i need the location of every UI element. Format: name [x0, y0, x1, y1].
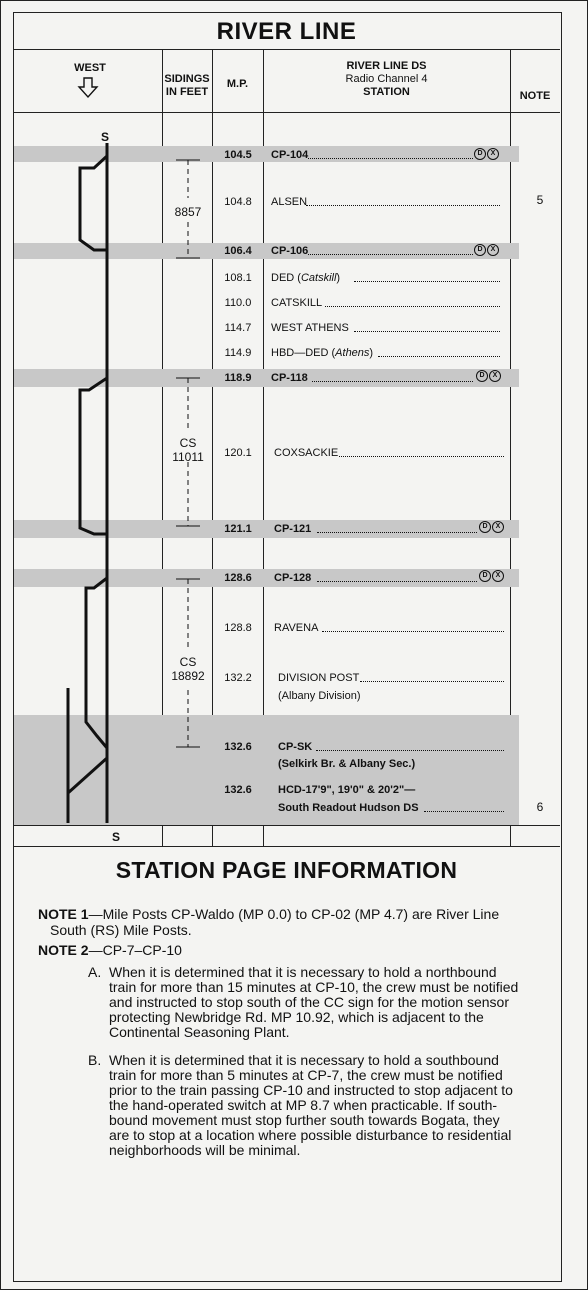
x-symbol-icon: X — [489, 370, 501, 382]
siding-alsen — [80, 156, 107, 250]
x-symbol-icon: X — [487, 244, 499, 256]
item-b-line: are to stop at a location where possible disturbance to residential — [109, 1127, 512, 1143]
down-arrow-icon — [77, 77, 99, 104]
sidings-header — [162, 73, 212, 99]
station-cp128: CP-128 — [274, 572, 312, 584]
note-1-label: NOTE 1 — [38, 906, 89, 922]
mp-header: M.P. — [226, 78, 249, 90]
siding-coxsackie — [80, 378, 107, 534]
d-symbol-icon: D — [479, 521, 491, 533]
leader-dots — [308, 158, 473, 159]
station-cp106: CP-106 — [271, 245, 309, 257]
d-symbol-icon: D — [474, 244, 486, 256]
leader-dots — [308, 254, 473, 255]
leader-dots — [316, 750, 504, 751]
siding-ravena-type: CS — [179, 655, 197, 669]
mp-catskill: 110.0 — [224, 297, 252, 309]
station-ded-catskill: DED (Catskill) — [271, 272, 341, 284]
station-header — [263, 60, 510, 99]
station-header-line1: RIVER LINE DS — [346, 60, 427, 72]
item-b-line: bound movement must stop further south towards Bogata, they — [109, 1112, 500, 1128]
leader-dots — [306, 205, 500, 206]
station-ravena: RAVENA — [274, 622, 319, 634]
item-b-line: train for more than 5 minutes at CP-7, the crew must be notified — [109, 1067, 503, 1083]
mp-cp106: 106.4 — [224, 245, 252, 257]
mp-ravena: 128.8 — [224, 622, 252, 634]
item-b-text — [109, 1053, 569, 1158]
item-a-line: When it is determined that it is necessary to hold a northbound — [109, 964, 497, 980]
mp-hbd-ded: 114.9 — [224, 347, 252, 359]
siding-coxsackie-type: CS — [179, 436, 197, 450]
leader-dots — [424, 811, 504, 812]
d-symbol-icon: D — [476, 370, 488, 382]
item-b-line: neighborhoods will be minimal. — [109, 1142, 301, 1158]
section-title: STATION PAGE INFORMATION — [115, 857, 458, 883]
note-2-text: —CP-7–CP-10 — [88, 942, 182, 958]
note-1-text-cont: South (RS) Mile Posts. — [50, 922, 192, 938]
note-2 — [38, 943, 182, 958]
note-header: NOTE — [519, 90, 551, 102]
note-ref-alsen: 5 — [536, 193, 544, 207]
station-cp118: CP-118 — [271, 372, 308, 384]
mp-cp-sk: 132.6 — [224, 741, 252, 753]
station-hcd: HCD-17'9", 19'0" & 20'2"— — [278, 784, 416, 796]
item-a-line: protecting Newbridge Rd. MP 10.92, which is adjacent to the — [109, 1009, 484, 1025]
siding-ravena-length: 18892 — [171, 669, 205, 683]
mp-division-post: 132.2 — [224, 672, 252, 684]
x-symbol-icon: X — [492, 570, 504, 582]
track-label-top: S — [101, 130, 110, 144]
item-a-letter: A. — [88, 964, 102, 980]
direction-label: WEST — [74, 62, 106, 74]
mp-alsen: 104.8 — [224, 196, 252, 208]
item-a-line: and instructed to stop south of the CC sign for the motion sensor — [109, 994, 509, 1010]
station-division-post-sub: (Albany Division) — [278, 690, 361, 702]
station-header-line3: STATION — [363, 86, 410, 98]
d-symbol-icon: D — [474, 148, 486, 160]
page-title: RIVER LINE — [216, 18, 357, 45]
x-symbol-icon: X — [492, 521, 504, 533]
mp-coxsackie: 120.1 — [224, 447, 252, 459]
note-1 — [38, 907, 558, 922]
leader-dots — [360, 681, 504, 682]
mp-cp104: 104.5 — [224, 149, 252, 161]
item-a-line: train for more than 15 minutes at CP-10, the crew must be notified — [109, 979, 519, 995]
track-diagram — [14, 128, 164, 828]
leader-dots — [378, 356, 500, 357]
station-cp-sk: CP-SK — [278, 741, 313, 753]
siding-ravena — [164, 655, 212, 683]
note-ref-hcd: 6 — [536, 800, 544, 814]
item-b-line: When it is determined that it is necessary to hold a southbound — [109, 1052, 499, 1068]
sidings-header-line1: SIDINGS — [164, 73, 210, 85]
mp-cp118: 118.9 — [224, 372, 252, 384]
mp-cp128: 128.6 — [224, 572, 252, 584]
station-coxsackie: COXSACKIE — [274, 447, 339, 459]
mp-hcd: 132.6 — [224, 784, 252, 796]
mp-ded-catskill: 108.1 — [224, 272, 252, 284]
item-a-line: Continental Seasoning Plant. — [109, 1024, 290, 1040]
mp-west-athens: 114.7 — [224, 322, 252, 334]
leader-dots — [317, 581, 477, 582]
leader-dots — [354, 331, 500, 332]
header-divider — [13, 112, 560, 113]
leader-dots — [312, 381, 473, 382]
d-symbol-icon: D — [479, 570, 491, 582]
table-end-rule — [13, 846, 560, 847]
leader-dots — [317, 532, 477, 533]
item-b-letter: B. — [88, 1052, 102, 1068]
item-a-text — [109, 965, 569, 1040]
note-2-label: NOTE 2 — [38, 942, 89, 958]
station-division-post: DIVISION POST — [278, 672, 360, 684]
station-alsen: ALSEN — [271, 196, 308, 208]
sidings-header-line2: IN FEET — [165, 86, 209, 98]
leader-dots — [322, 631, 504, 632]
station-hcd-sub: South Readout Hudson DS — [278, 802, 419, 814]
leader-dots — [354, 281, 500, 282]
leader-dots — [339, 456, 504, 457]
station-cp-sk-sub: (Selkirk Br. & Albany Sec.) — [278, 758, 416, 770]
leader-dots — [325, 306, 500, 307]
item-b-line: the hand-operated switch at MP 8.7 when practicable. If south- — [109, 1097, 498, 1113]
station-west-athens: WEST ATHENS — [271, 322, 349, 334]
x-symbol-icon: X — [487, 148, 499, 160]
siding-coxsackie — [164, 436, 212, 464]
mp-cp121: 121.1 — [224, 523, 252, 535]
station-hbd-ded: HBD—DED (Athens) — [271, 347, 374, 359]
title-divider — [13, 49, 560, 50]
station-catskill: CATSKILL — [271, 297, 323, 309]
siding-length-alsen: 8857 — [174, 205, 202, 219]
siding-ravena — [86, 578, 107, 748]
track-label-bottom: S — [112, 830, 121, 844]
note-1-text: —Mile Posts CP-Waldo (MP 0.0) to CP-02 (MP 4.7) are River Line — [88, 906, 500, 922]
item-b-line: prior to the train passing CP-10 and instructed to stop adjacent to — [109, 1082, 513, 1098]
station-cp121: CP-121 — [274, 523, 312, 535]
selkirk-connection — [68, 758, 107, 793]
station-header-line2: Radio Channel 4 — [345, 73, 428, 85]
station-cp104: CP-104 — [271, 149, 309, 161]
siding-coxsackie-length: 11011 — [172, 450, 204, 464]
